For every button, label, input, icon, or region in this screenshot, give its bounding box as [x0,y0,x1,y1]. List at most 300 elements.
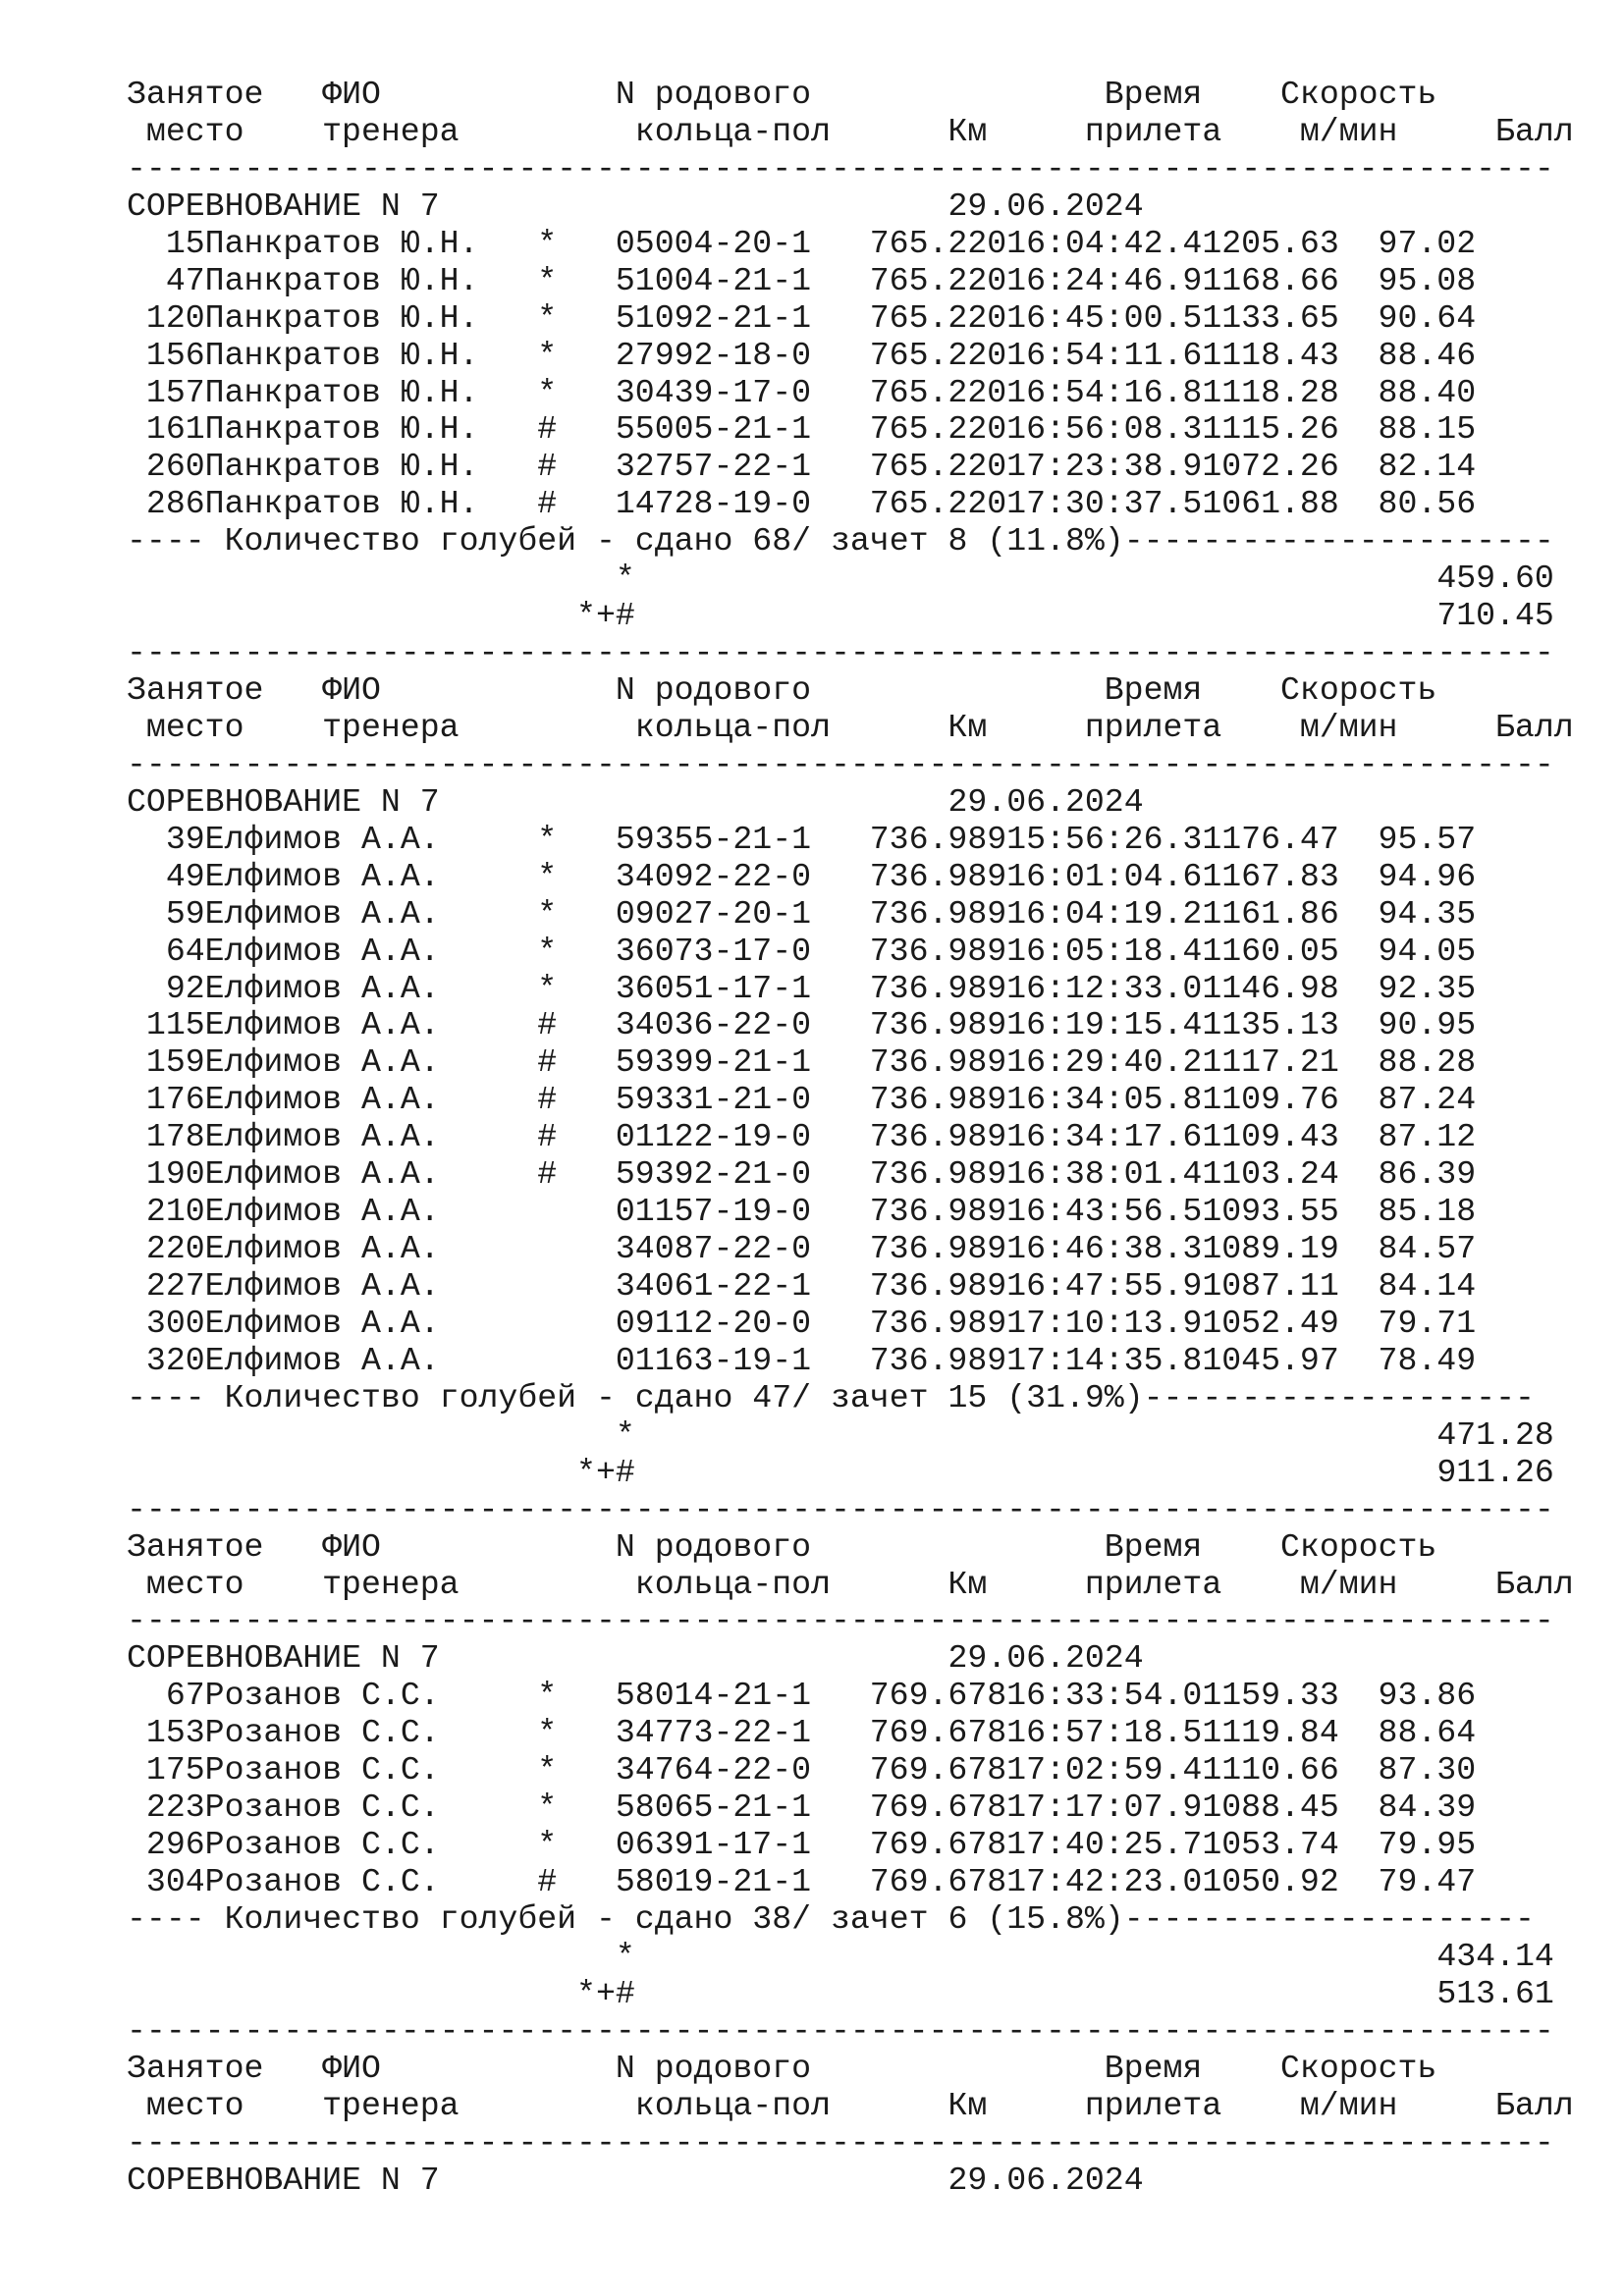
row-score: 88.46 [1378,336,1477,374]
row-place: 59 [165,894,205,933]
row-place: 157 [145,373,205,411]
row-mark: * [537,224,558,262]
row-mark: * [537,336,558,374]
row-ring: 59331-21-0 [615,1081,812,1119]
header-ring: N родового [615,76,812,113]
row-ring: 51004-21-1 [615,261,812,299]
row-ring: 34092-22-0 [615,857,812,895]
row-time: 17:10:13.9 [1006,1304,1203,1342]
row-place: 300 [145,1304,205,1342]
total-star-label: * [615,560,635,598]
row-speed: 1115.26 [1202,410,1339,449]
row-name: Елфимов А.А. [204,932,440,970]
row-score: 86.39 [1378,1155,1477,1194]
row-speed: 1050.92 [1202,1863,1339,1900]
row-km: 736.989 [869,1043,1007,1082]
competition-line [127,188,1574,226]
competition-date: 29.06.2024 [947,187,1144,225]
row-mark: * [537,932,558,970]
row-speed: 1159.33 [1202,1677,1339,1715]
header-speed: Скорость [1280,671,1437,709]
row-time: 16:33:54.0 [1006,1677,1203,1715]
row-speed: 1205.63 [1202,224,1339,262]
row-km: 769.678 [869,1789,1007,1827]
table-row [127,1343,1574,1380]
header-name: тренера [322,2086,460,2124]
row-km: 765.220 [869,336,1007,374]
header-ring: кольца-пол [634,1565,831,1603]
row-ring: 34061-22-1 [615,1267,812,1305]
row-mark: # [537,410,558,449]
row-mark: # [537,1863,558,1900]
row-km: 736.989 [869,1230,1007,1268]
row-speed: 1167.83 [1202,857,1339,895]
row-speed: 1133.65 [1202,298,1339,337]
row-speed: 1052.49 [1202,1304,1339,1342]
row-speed: 1117.21 [1202,1043,1339,1082]
row-ring: 01163-19-1 [615,1341,812,1379]
row-score: 87.30 [1378,1751,1477,1789]
row-score: 79.95 [1378,1826,1477,1864]
row-name: Елфимов А.А. [204,820,440,858]
competition-label: СОРЕВНОВАНИЕ N [127,1639,401,1678]
header-speed: м/мин [1299,1565,1398,1603]
total-star-row [127,1417,1574,1455]
table-row [127,822,1574,859]
row-ring: 09027-20-1 [615,894,812,933]
header-speed: Скорость [1280,1527,1437,1566]
row-score: 79.71 [1378,1304,1477,1342]
row-place: 49 [165,857,205,895]
row-name: Розанов С.С. [204,1751,440,1789]
header-name: тренера [322,708,460,746]
row-km: 765.220 [869,224,1007,262]
row-place: 120 [145,298,205,337]
row-ring: 14728-19-0 [615,485,812,523]
row-speed: 1176.47 [1202,820,1339,858]
row-place: 227 [145,1267,205,1305]
header-ring: кольца-пол [634,2086,831,2124]
header-separator: ------------------------------------------------------------------------- [127,746,1554,783]
table-row [127,375,1574,412]
header-name: ФИО [322,76,381,113]
header-place: Занятое [127,1527,264,1566]
header-name: ФИО [322,671,381,709]
header-row-1 [127,672,1574,710]
row-place: 92 [165,969,205,1007]
row-ring: 51092-21-1 [615,298,812,337]
row-ring: 58019-21-1 [615,1863,812,1900]
header-time: прилета [1084,1565,1222,1603]
row-score: 85.18 [1378,1193,1477,1231]
row-ring: 34773-22-1 [615,1714,812,1752]
row-score: 78.49 [1378,1341,1477,1379]
row-speed: 1135.13 [1202,1006,1339,1044]
header-name: тренера [322,112,460,150]
header-place: место [145,708,244,746]
row-km: 765.220 [869,410,1007,449]
header-place: Занятое [127,671,264,709]
row-place: 176 [145,1081,205,1119]
table-row [127,1752,1574,1789]
header-speed: м/мин [1299,112,1398,150]
row-km: 765.220 [869,448,1007,486]
row-speed: 1160.05 [1202,932,1339,970]
row-name: Панкратов Ю.Н. [204,336,479,374]
row-score: 97.02 [1378,224,1477,262]
row-place: 210 [145,1193,205,1231]
row-time: 16:34:17.6 [1006,1118,1203,1156]
row-name: Елфимов А.А. [204,1304,440,1342]
table-row [127,1789,1574,1827]
row-mark: * [537,1826,558,1864]
row-name: Панкратов Ю.Н. [204,298,479,337]
row-ring: 01157-19-0 [615,1193,812,1231]
row-km: 765.220 [869,485,1007,523]
row-time: 16:54:11.6 [1006,336,1203,374]
row-ring: 34764-22-0 [615,1751,812,1789]
row-speed: 1118.28 [1202,373,1339,411]
row-mark: # [537,1081,558,1119]
row-score: 87.24 [1378,1081,1477,1119]
row-place: 64 [165,932,205,970]
header-row-1 [127,1529,1574,1567]
competition-line [127,2163,1574,2200]
row-km: 736.989 [869,1304,1007,1342]
header-time: Время [1104,1527,1203,1566]
competition-line [127,784,1574,822]
row-speed: 1168.66 [1202,261,1339,299]
header-ring: N родового [615,2049,812,2087]
row-mark: # [537,1043,558,1082]
header-name: тренера [322,1565,460,1603]
row-time: 16:38:01.4 [1006,1155,1203,1194]
row-time: 16:45:00.5 [1006,298,1203,337]
row-speed: 1093.55 [1202,1193,1339,1231]
row-ring: 59392-21-0 [615,1155,812,1194]
row-time: 16:01:04.6 [1006,857,1203,895]
row-speed: 1109.76 [1202,1081,1339,1119]
row-name: Елфимов А.А. [204,1230,440,1268]
row-mark: * [537,261,558,299]
row-speed: 1088.45 [1202,1789,1339,1827]
row-name: Панкратов Ю.Н. [204,261,479,299]
row-name: Розанов С.С. [204,1714,440,1752]
row-time: 17:42:23.0 [1006,1863,1203,1900]
row-km: 736.989 [869,1006,1007,1044]
total-star-label: * [615,1415,635,1454]
row-mark: # [537,448,558,486]
table-row [127,859,1574,896]
table-row [127,411,1574,449]
row-time: 17:02:59.4 [1006,1751,1203,1789]
competition-number: 7 [419,1639,440,1678]
row-speed: 1103.24 [1202,1155,1339,1194]
header-speed: Скорость [1280,76,1437,113]
row-km: 765.220 [869,261,1007,299]
row-mark: * [537,820,558,858]
table-row [127,1082,1574,1119]
row-score: 93.86 [1378,1677,1477,1715]
row-mark: * [537,1714,558,1752]
row-ring: 01122-19-0 [615,1118,812,1156]
row-ring: 36073-17-0 [615,932,812,970]
competition-number: 7 [419,187,440,225]
row-ring: 55005-21-1 [615,410,812,449]
row-time: 16:57:18.5 [1006,1714,1203,1752]
header-time: Время [1104,76,1203,113]
header-row-2 [127,114,1574,151]
row-time: 16:29:40.2 [1006,1043,1203,1082]
row-mark: * [537,373,558,411]
header-time: Время [1104,671,1203,709]
summary-line: ---- Количество голубей - сдано 47/ зачет 15 (31.9%)-------------------- [127,1379,1535,1416]
row-name: Панкратов Ю.Н. [204,373,479,411]
row-place: 320 [145,1341,205,1379]
table-row [127,1864,1574,1901]
row-place: 223 [145,1789,205,1827]
header-row-2 [127,1567,1574,1604]
row-score: 95.57 [1378,820,1477,858]
header-km: Км [947,112,988,150]
competition-date: 29.06.2024 [947,1639,1144,1678]
row-score: 88.40 [1378,373,1477,411]
row-time: 16:12:33.0 [1006,969,1203,1007]
row-km: 769.678 [869,1714,1007,1752]
row-place: 47 [165,261,205,299]
section-separator: ------------------------------------------------------------------------- [127,635,1554,672]
summary-line: ---- Количество голубей - сдано 68/ зачет 8 (11.8%)---------------------- [127,523,1554,561]
row-name: Елфимов А.А. [204,1043,440,1082]
total-all-label: *+# [576,1453,635,1491]
table-row [127,300,1574,338]
row-km: 769.678 [869,1863,1007,1900]
header-row-2 [127,2088,1574,2125]
row-ring: 34087-22-0 [615,1230,812,1268]
table-row [127,1715,1574,1752]
row-score: 88.28 [1378,1043,1477,1082]
row-ring: 58014-21-1 [615,1677,812,1715]
row-speed: 1061.88 [1202,485,1339,523]
row-score: 84.14 [1378,1267,1477,1305]
row-place: 220 [145,1230,205,1268]
competition-line [127,1640,1574,1678]
total-all-row [127,1976,1574,2013]
table-row [127,449,1574,486]
header-score: Балл [1495,112,1574,150]
row-place: 304 [145,1863,205,1900]
row-mark: * [537,969,558,1007]
row-name: Панкратов Ю.Н. [204,410,479,449]
row-name: Розанов С.С. [204,1863,440,1900]
row-ring: 59355-21-1 [615,820,812,858]
header-place: Занятое [127,2049,264,2087]
total-star-row [127,1939,1574,1976]
row-speed: 1072.26 [1202,448,1339,486]
row-speed: 1087.11 [1202,1267,1339,1305]
table-row [127,1268,1574,1306]
row-time: 16:19:15.4 [1006,1006,1203,1044]
row-score: 88.15 [1378,410,1477,449]
row-time: 17:17:07.9 [1006,1789,1203,1827]
row-ring: 09112-20-0 [615,1304,812,1342]
row-ring: 36051-17-1 [615,969,812,1007]
row-name: Панкратов Ю.Н. [204,485,479,523]
competition-label: СОРЕВНОВАНИЕ N [127,187,401,225]
row-ring: 34036-22-0 [615,1006,812,1044]
row-time: 17:14:35.8 [1006,1341,1203,1379]
row-km: 769.678 [869,1677,1007,1715]
competition-number: 7 [419,2161,440,2199]
total-all-row [127,1455,1574,1492]
row-time: 17:30:37.5 [1006,485,1203,523]
row-mark: # [537,1118,558,1156]
header-speed: м/мин [1299,2086,1398,2124]
total-all-value: 710.45 [1436,597,1554,635]
row-name: Розанов С.С. [204,1826,440,1864]
section-separator: ------------------------------------------------------------------------- [127,2012,1554,2050]
row-name: Розанов С.С. [204,1789,440,1827]
row-place: 159 [145,1043,205,1082]
row-ring: 30439-17-0 [615,373,812,411]
row-km: 736.989 [869,969,1007,1007]
header-place: место [145,112,244,150]
row-speed: 1119.84 [1202,1714,1339,1752]
row-km: 769.678 [869,1826,1007,1864]
row-place: 15 [165,224,205,262]
row-speed: 1053.74 [1202,1826,1339,1864]
row-km: 736.989 [869,932,1007,970]
row-place: 286 [145,485,205,523]
row-km: 736.989 [869,1155,1007,1194]
row-km: 736.989 [869,820,1007,858]
row-km: 736.989 [869,1341,1007,1379]
row-place: 39 [165,820,205,858]
row-time: 16:04:19.2 [1006,894,1203,933]
row-name: Розанов С.С. [204,1677,440,1715]
header-time: прилета [1084,112,1222,150]
header-place: Занятое [127,76,264,113]
header-name: ФИО [322,2049,381,2087]
row-speed: 1118.43 [1202,336,1339,374]
header-speed: Скорость [1280,2049,1437,2087]
row-score: 80.56 [1378,485,1477,523]
row-mark: * [537,1751,558,1789]
row-time: 16:43:56.5 [1006,1193,1203,1231]
row-ring: 06391-17-1 [615,1826,812,1864]
competition-date: 29.06.2024 [947,2161,1144,2199]
row-score: 84.57 [1378,1230,1477,1268]
row-time: 16:04:42.4 [1006,224,1203,262]
row-time: 16:54:16.8 [1006,373,1203,411]
header-ring: N родового [615,671,812,709]
table-row [127,338,1574,375]
row-name: Елфимов А.А. [204,1193,440,1231]
header-row-1 [127,2051,1574,2088]
row-time: 16:47:55.9 [1006,1267,1203,1305]
row-speed: 1110.66 [1202,1751,1339,1789]
row-km: 736.989 [869,1193,1007,1231]
row-name: Елфимов А.А. [204,1006,440,1044]
row-place: 156 [145,336,205,374]
header-ring: кольца-пол [634,112,831,150]
row-time: 16:46:38.3 [1006,1230,1203,1268]
row-place: 115 [145,1006,205,1044]
row-score: 94.96 [1378,857,1477,895]
row-score: 94.35 [1378,894,1477,933]
row-km: 736.989 [869,894,1007,933]
table-row [127,263,1574,300]
row-km: 765.220 [869,298,1007,337]
row-name: Панкратов Ю.Н. [204,224,479,262]
header-time: прилета [1084,708,1222,746]
row-name: Елфимов А.А. [204,1267,440,1305]
header-km: Км [947,708,988,746]
header-km: Км [947,1565,988,1603]
row-name: Елфимов А.А. [204,1081,440,1119]
competition-label: СОРЕВНОВАНИЕ N [127,782,401,821]
row-score: 90.95 [1378,1006,1477,1044]
header-ring: кольца-пол [634,708,831,746]
header-place: место [145,2086,244,2124]
row-ring: 58065-21-1 [615,1789,812,1827]
header-separator: ------------------------------------------------------------------------- [127,2124,1554,2162]
row-ring: 59399-21-1 [615,1043,812,1082]
row-mark: * [537,894,558,933]
table-row [127,1194,1574,1231]
row-score: 87.12 [1378,1118,1477,1156]
row-place: 153 [145,1714,205,1752]
row-score: 79.47 [1378,1863,1477,1900]
table-row [127,1678,1574,1715]
total-all-value: 513.61 [1436,1974,1554,2012]
row-time: 16:05:18.4 [1006,932,1203,970]
row-km: 736.989 [869,1267,1007,1305]
row-score: 82.14 [1378,448,1477,486]
row-place: 296 [145,1826,205,1864]
row-time: 17:23:38.9 [1006,448,1203,486]
row-place: 67 [165,1677,205,1715]
total-all-label: *+# [576,597,635,635]
row-mark: * [537,1677,558,1715]
table-row [127,1044,1574,1082]
row-speed: 1045.97 [1202,1341,1339,1379]
row-place: 161 [145,410,205,449]
competition-number: 7 [419,782,440,821]
row-mark: # [537,1155,558,1194]
row-score: 94.05 [1378,932,1477,970]
header-km: Км [947,2086,988,2124]
header-time: Время [1104,2049,1203,2087]
row-time: 16:56:08.3 [1006,410,1203,449]
total-all-label: *+# [576,1974,635,2012]
row-place: 260 [145,448,205,486]
table-row [127,226,1574,263]
row-time: 16:34:05.8 [1006,1081,1203,1119]
table-row [127,896,1574,934]
header-score: Балл [1495,2086,1574,2124]
row-speed: 1089.19 [1202,1230,1339,1268]
row-score: 88.64 [1378,1714,1477,1752]
row-ring: 05004-20-1 [615,224,812,262]
table-row [127,1007,1574,1044]
row-mark: * [537,298,558,337]
total-star-value: 434.14 [1436,1937,1554,1975]
total-star-value: 459.60 [1436,560,1554,598]
row-score: 84.39 [1378,1789,1477,1827]
row-place: 190 [145,1155,205,1194]
row-name: Панкратов Ю.Н. [204,448,479,486]
